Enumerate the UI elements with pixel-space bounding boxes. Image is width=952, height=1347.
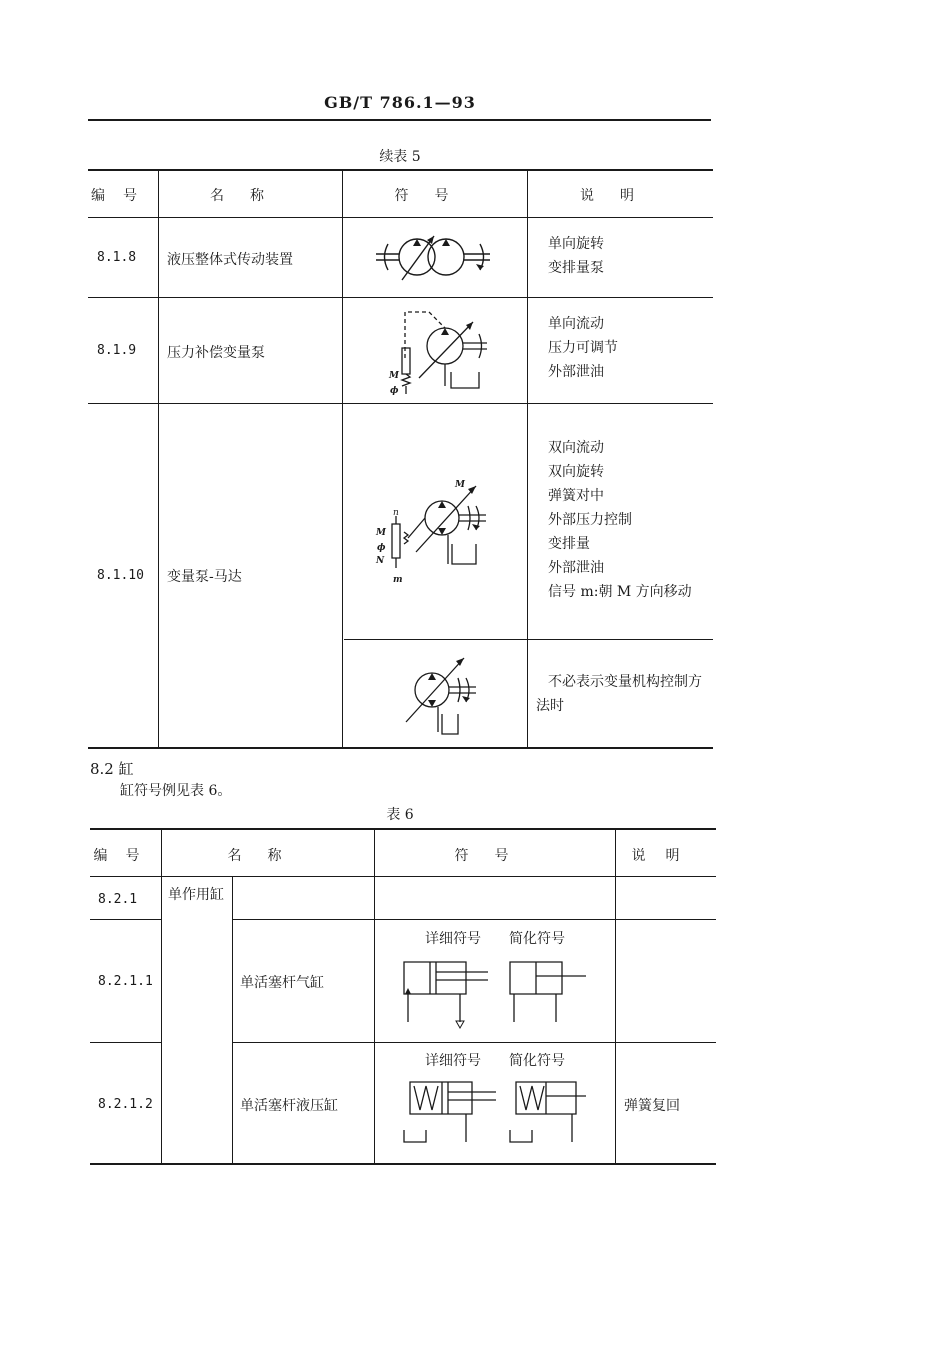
t5-row1-id: 8.1.8	[97, 250, 137, 265]
variable-pump-motor-symbol	[372, 476, 494, 576]
t5-row2-label-m: M	[389, 371, 399, 381]
t5-row2-name: 压力补偿变量泵	[167, 345, 265, 361]
single-rod-pneumatic-cylinder-symbols	[400, 958, 590, 1032]
header-rule	[88, 119, 711, 121]
t5-col-name: 名称	[210, 188, 290, 204]
t6-row3-simple-label: 简化符号	[509, 1053, 565, 1069]
t6-row3-detail-label: 详细符号	[425, 1053, 481, 1069]
t5-row1-name: 液压整体式传动装置	[167, 252, 293, 268]
t5-col-symbol: 符号	[394, 188, 475, 204]
t5-col-desc: 说明	[580, 188, 660, 204]
t5-row3-id: 8.1.10	[97, 568, 144, 583]
standard-code: GB/T 786.1—93	[324, 93, 476, 112]
pressure-compensated-pump-symbol	[383, 306, 493, 398]
t5-row3-label-M: M	[376, 528, 386, 538]
section-heading: 8.2 缸	[90, 760, 134, 778]
t5-col-number: 编号	[91, 188, 155, 204]
t5-row2-label-phi: ϕ	[390, 386, 399, 396]
t5-row3-label-n: n	[393, 508, 399, 518]
t5-row2-id: 8.1.9	[97, 343, 137, 358]
t5-row3-label-phi: ϕ	[377, 543, 386, 553]
t5-row1-desc: 单向旋转 变排量泵	[548, 236, 604, 276]
integral-transmission-symbol	[372, 226, 502, 288]
t6-col-desc: 说明	[631, 848, 700, 864]
t6-row1-name: 单作用缸	[168, 887, 224, 903]
t6-row2-subname: 单活塞杆气缸	[240, 975, 324, 991]
t6-row2-simple-label: 简化符号	[509, 931, 565, 947]
t6-col-symbol: 符号	[454, 848, 535, 864]
t5-row3-alt-desc: 不必表示变量机构控制方 法时	[536, 674, 702, 714]
t6-row3-subname: 单活塞杆液压缸	[240, 1098, 338, 1114]
t6-row2-detail-label: 详细符号	[425, 931, 481, 947]
table5-caption: 续表 5	[379, 149, 421, 165]
t6-row3-id: 8.2.1.2	[98, 1097, 153, 1112]
t5-row3-name: 变量泵-马达	[167, 569, 242, 585]
t6-row1-id: 8.2.1	[98, 892, 138, 907]
t6-row3-desc: 弹簧复回	[624, 1098, 680, 1114]
table6-caption: 表 6	[386, 807, 414, 823]
t5-row2-desc: 单向流动 压力可调节 外部泄油	[548, 316, 618, 380]
t5-row3-label-M-arrow: M	[455, 480, 465, 490]
t5-row3-desc: 双向流动 双向旋转 弹簧对中 外部压力控制 变排量 外部泄油 信号 m:朝 M 方向移动	[548, 440, 692, 600]
t6-row2-id: 8.2.1.1	[98, 974, 153, 989]
t5-row3-label-m: m	[393, 575, 403, 585]
section-intro: 缸符号例见表 6。	[120, 783, 232, 799]
t6-col-number: 编号	[93, 848, 158, 864]
single-rod-hydraulic-cylinder-symbols	[400, 1078, 590, 1148]
variable-pump-motor-simplified-symbol	[400, 650, 490, 742]
t5-row3-label-N: N	[376, 556, 385, 566]
t6-col-name: 名称	[227, 848, 308, 864]
